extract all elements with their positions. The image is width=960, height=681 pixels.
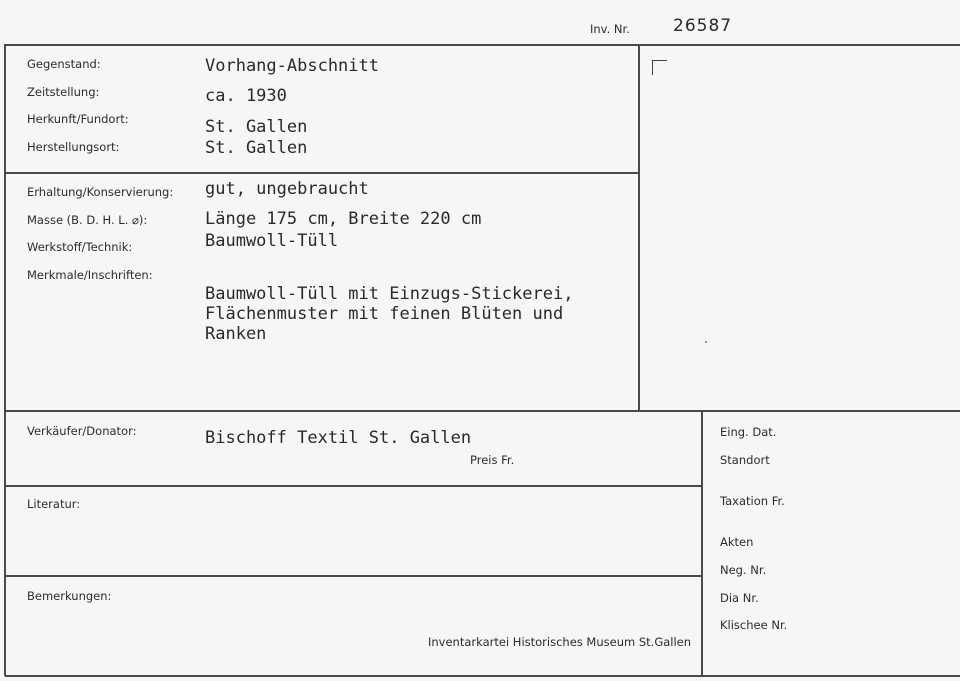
akten-label: Akten [720, 535, 754, 549]
middle-rule [5, 410, 960, 412]
merkmale-line-3: Ranken [205, 324, 267, 344]
erhaltung-label: Erhaltung/Konservierung: [27, 185, 174, 199]
bottom-rule [5, 675, 960, 677]
seller-section-rule [5, 485, 702, 487]
merkmale-label: Merkmale/Inschriften: [27, 268, 153, 282]
merkmale-line-2: Flächenmuster mit feinen Blüten und [205, 304, 564, 324]
klischee-nr-label: Klischee Nr. [720, 618, 788, 632]
dia-nr-label: Dia Nr. [720, 591, 759, 605]
neg-nr-label: Neg. Nr. [720, 563, 767, 577]
literatur-label: Literatur: [27, 497, 81, 511]
herstellungsort-label: Herstellungsort: [27, 140, 120, 154]
standort-label: Standort [720, 453, 770, 467]
werkstoff-label: Werkstoff/Technik: [27, 240, 133, 254]
erhaltung-value: gut, ungebraucht [205, 179, 369, 199]
gegenstand-label: Gegenstand: [27, 57, 101, 71]
eing-dat-label: Eing. Dat. [720, 425, 777, 439]
right-column-rule [701, 410, 703, 676]
top-rule [5, 44, 960, 46]
merkmale-line-1: Baumwoll-Tüll mit Einzugs-Stickerei, [205, 284, 574, 304]
preis-label: Preis Fr. [470, 453, 515, 467]
werkstoff-value: Baumwoll-Tüll [205, 231, 339, 251]
zeitstellung-value: ca. 1930 [205, 86, 287, 106]
object-section-rule [5, 172, 639, 174]
masse-value: Länge 175 cm, Breite 220 cm [205, 209, 482, 229]
literature-section-rule [5, 575, 702, 577]
zeitstellung-label: Zeitstellung: [27, 85, 100, 99]
herstellungsort-value: St. Gallen [205, 138, 308, 158]
herkunft-value: St. Gallen [205, 117, 308, 137]
herkunft-label: Herkunft/Fundort: [27, 112, 129, 126]
gegenstand-value: Vorhang-Abschnitt [205, 56, 379, 76]
inv-label: Inv. Nr. [590, 22, 630, 36]
masse-label: Masse (B. D. H. L. ⌀): [27, 213, 148, 227]
image-box-left-rule [638, 44, 640, 412]
taxation-label: Taxation Fr. [720, 494, 785, 508]
verkaeufer-value: Bischoff Textil St. Gallen [205, 428, 472, 448]
inv-number: 26587 [673, 16, 733, 36]
left-rule [4, 44, 6, 676]
photo-corner-mark [652, 60, 667, 75]
verkaeufer-label: Verkäufer/Donator: [27, 424, 137, 438]
photo-dot-mark [705, 341, 707, 343]
footer-text: Inventarkartei Historisches Museum St.Gallen [428, 635, 692, 649]
bemerkungen-label: Bemerkungen: [27, 589, 112, 603]
